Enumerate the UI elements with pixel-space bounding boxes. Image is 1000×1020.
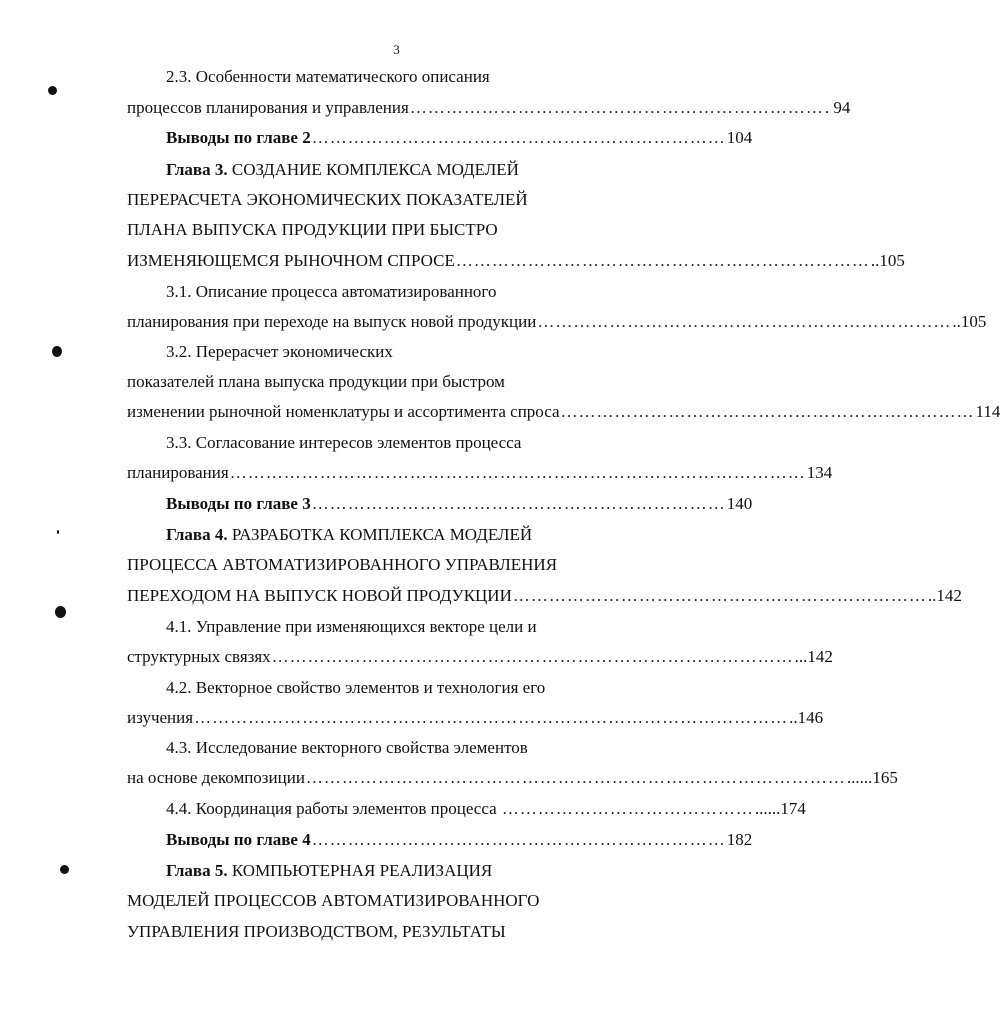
- toc-page-number: 114: [975, 402, 1000, 421]
- toc-line-text: изменении рыночной номенклатуры и ассортимента спроса: [127, 402, 560, 421]
- toc-line-text: 2.3. Особенности математического описания: [166, 67, 490, 86]
- toc-line: [166, 799, 806, 819]
- toc-line-text: СОЗДАНИЕ КОМПЛЕКСА МОДЕЛЕЙ: [227, 160, 519, 179]
- toc-line: [127, 586, 962, 606]
- dot-leader: ……………………………………………………………………………………: [229, 463, 806, 482]
- dot-leader: ……………………………………………………………: [311, 128, 726, 147]
- toc-page-number: ......165: [846, 768, 898, 787]
- toc-line-text: УПРАВЛЕНИЯ ПРОИЗВОДСТВОМ, РЕЗУЛЬТАТЫ: [127, 922, 506, 941]
- toc-page-number: ...142: [794, 647, 833, 666]
- toc-line-text: процессов планирования и управления: [127, 98, 409, 117]
- toc-line-text: показателей плана выпуска продукции при быстром: [127, 372, 505, 391]
- toc-line-text: ПЕРЕРАСЧЕТА ЭКОНОМИЧЕСКИХ ПОКАЗАТЕЛЕЙ: [127, 190, 528, 209]
- toc-page-number: ..105: [952, 312, 987, 331]
- toc-line-bold: Глава 3.: [166, 160, 228, 179]
- scan-mark: [60, 865, 69, 874]
- dot-leader: ……………………………………………………………: [311, 830, 726, 849]
- dot-leader: ……………………………………: [501, 799, 754, 818]
- toc-line-text: на основе декомпозиции: [127, 768, 305, 787]
- toc-line-bold: Глава 4.: [166, 525, 228, 544]
- toc-page-number: ......174: [754, 799, 806, 818]
- toc-line: [166, 342, 393, 362]
- toc-page-number: 134: [806, 463, 833, 482]
- toc-line: [127, 891, 539, 911]
- toc-line-text: планирования при переходе на выпуск новой продукции: [127, 312, 537, 331]
- toc-line: [127, 312, 987, 332]
- toc-line-bold: Выводы по главе 2: [166, 128, 311, 147]
- toc-line: [127, 463, 833, 483]
- toc-line-text: 4.1. Управление при изменяющихся векторе цели и: [166, 617, 537, 636]
- toc-line-text: КОМПЬЮТЕРНАЯ РЕАЛИЗАЦИЯ: [227, 861, 493, 880]
- toc-line: [166, 738, 528, 758]
- toc-page-number: ..142: [927, 586, 962, 605]
- dot-leader: ……………………………………………………………: [512, 586, 927, 605]
- toc-line-text: ПЛАНА ВЫПУСКА ПРОДУКЦИИ ПРИ БЫСТРО: [127, 220, 498, 239]
- toc-line: [127, 251, 905, 271]
- toc-line-text: 4.2. Векторное свойство элементов и технология его: [166, 678, 546, 697]
- toc-line: [166, 282, 496, 302]
- toc-line: [127, 922, 506, 942]
- scan-mark: [57, 530, 59, 534]
- scan-mark: [52, 346, 62, 357]
- scan-mark: [55, 606, 66, 618]
- toc-line-text: ИЗМЕНЯЮЩЕМСЯ РЫНОЧНОМ СПРОСЕ: [127, 251, 455, 270]
- toc-line: [127, 190, 528, 210]
- dot-leader: ……………………………………………………………………………: [271, 647, 794, 666]
- toc-line-text: 4.4. Координация работы элементов процесса: [166, 799, 501, 818]
- toc-line: [166, 525, 532, 545]
- toc-line-text: 3.3. Согласование интересов элементов процесса: [166, 433, 522, 452]
- dot-leader: ……………………………………………………………: [409, 98, 824, 117]
- toc-line-bold: Выводы по главе 4: [166, 830, 311, 849]
- toc-page-number: ..146: [789, 708, 824, 727]
- toc-page-number: 104: [726, 128, 753, 147]
- toc-line-text: планирования: [127, 463, 229, 482]
- toc-line-text: 3.2. Перерасчет экономических: [166, 342, 393, 361]
- toc-line: [127, 220, 498, 240]
- dot-leader: ……………………………………………………………: [455, 251, 870, 270]
- toc-line: [166, 433, 521, 453]
- toc-line-text: ПРОЦЕССА АВТОМАТИЗИРОВАННОГО УПРАВЛЕНИЯ: [127, 555, 558, 574]
- toc-line: [166, 617, 537, 637]
- toc-line-text: 4.3. Исследование векторного свойства элементов: [166, 738, 528, 757]
- toc-line-text: структурных связях: [127, 647, 271, 666]
- dot-leader: ………………………………………………………………………………………: [194, 708, 789, 727]
- toc-line-text: МОДЕЛЕЙ ПРОЦЕССОВ АВТОМАТИЗИРОВАННОГО: [127, 891, 540, 910]
- toc-line: [166, 861, 492, 881]
- toc-line: [127, 647, 833, 667]
- toc-line: [127, 372, 505, 392]
- toc-line-text: РАЗРАБОТКА КОМПЛЕКСА МОДЕЛЕЙ: [227, 525, 533, 544]
- toc-page-number: ..105: [870, 251, 905, 270]
- dot-leader: ……………………………………………………………: [537, 312, 952, 331]
- toc-line: [127, 708, 824, 728]
- toc-page-number: 140: [726, 494, 753, 513]
- toc-line: [166, 494, 753, 514]
- toc-line-text: 3.1. Описание процесса автоматизированного: [166, 282, 497, 301]
- toc-line: [166, 830, 753, 850]
- toc-line-text: ПЕРЕХОДОМ НА ВЫПУСК НОВОЙ ПРОДУКЦИИ: [127, 586, 512, 605]
- dot-leader: ………………………………………………………………………………: [305, 768, 846, 787]
- toc-line: [127, 768, 898, 788]
- toc-line-bold: Глава 5.: [166, 861, 228, 880]
- toc-page-number: 182: [726, 830, 753, 849]
- page-number: 3: [393, 42, 400, 57]
- scan-mark: [48, 86, 57, 95]
- dot-leader: ……………………………………………………………: [311, 494, 726, 513]
- dot-leader: ……………………………………………………………: [560, 402, 975, 421]
- toc-line: [127, 402, 1000, 422]
- toc-line: [166, 67, 490, 87]
- toc-line-bold: Выводы по главе 3: [166, 494, 311, 513]
- toc-line: [166, 128, 753, 148]
- toc-line: [166, 678, 545, 698]
- toc-line: [127, 98, 851, 118]
- toc-line-text: изучения: [127, 708, 194, 727]
- toc-line: [166, 160, 519, 180]
- toc-page-number: . 94: [824, 98, 851, 117]
- toc-line: [127, 555, 557, 575]
